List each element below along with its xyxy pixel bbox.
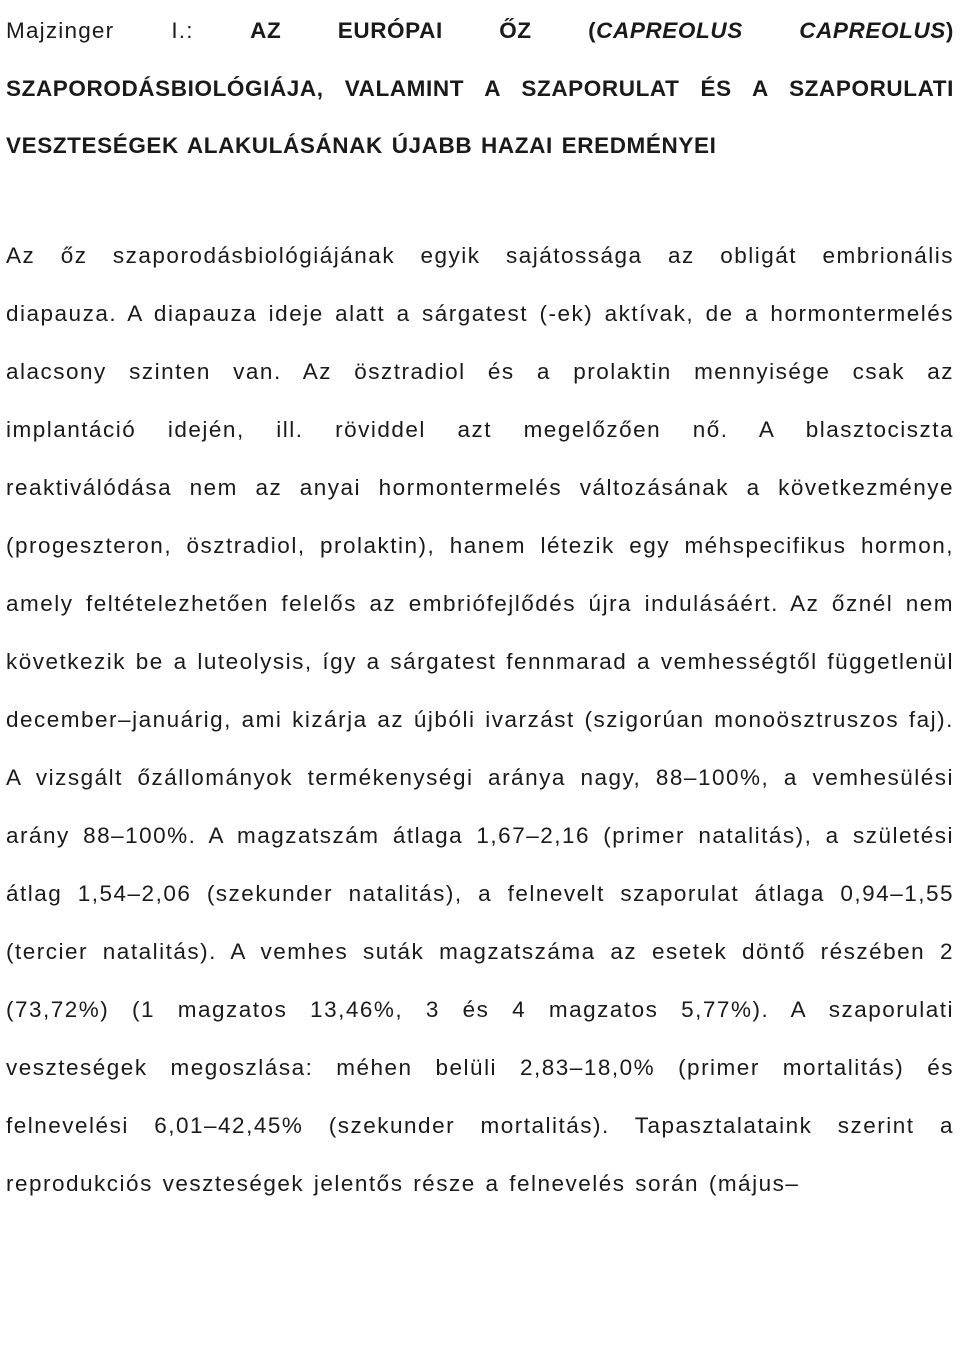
- document-title: [6, 0, 954, 175]
- paragraph-fertility-results: A vizsgált őzállományok termékenységi aránya nagy, 88–100%, a vemhesülési arány 88–100%. A magzatszám átlaga 1,67–2,16 (primer natalitás), a születési átlag 1,54–2,06 (szekunder natalitás), a felnevelt szaporulat átlaga 0,94–1,55 (tercier natalitás). A vemhes suták magzatszáma az esetek döntő részében 2 (73,72%) (1 magzatos 13,46%, 3 és 4 magzatos 5,77%). A szaporulati veszteségek megoszlása: méhen belüli 2,83–18,0% (primer mortalitás) és felnevelési 6,01–42,45% (szekunder mortalitás). Tapasztalataink szerint a reprodukciós veszteségek jelentős része a felnevelés során (május–: [6, 764, 954, 1196]
- document-page: [6, 0, 954, 1213]
- title-prefix: AZ EURÓPAI ŐZ (: [250, 18, 597, 43]
- title-suffix: ) SZAPORODÁSBIOLÓGIÁJA, VALAMINT A SZAPORULAT ÉS A SZAPORULATI VESZTESÉGEK ALAKULÁSÁNAK ÚJABB HAZAI EREDMÉNYEI: [6, 18, 954, 158]
- author-name: Majzinger I.:: [6, 18, 194, 43]
- paragraph-reproduction-biology: Az őz szaporodásbiológiájának egyik sajátossága az obligát embrionális diapauza. A diapauza ideje alatt a sárgatest (-ek) aktívak, de a hormontermelés alacsony szinten van. Az ösztradiol és a prolaktin mennyisége csak az implantáció idején, ill. röviddel azt megelőzően nő. A blasztociszta reaktiválódása nem az anyai hormontermelés változásának a következménye (progeszteron, ösztradiol, prolaktin), hanem létezik egy méhspecifikus hormon, amely feltételezhetően felelős az embriófejlődés újra indulásáért. Az őznél nem következik be a luteolysis, így a sárgatest fennmarad a vemhességtől függetlenül december–januárig, ami kizárja az újbóli ivarzást (szigorúan monoösztruszos faj).: [6, 242, 954, 732]
- title-species: CAPREOLUS CAPREOLUS: [596, 18, 946, 43]
